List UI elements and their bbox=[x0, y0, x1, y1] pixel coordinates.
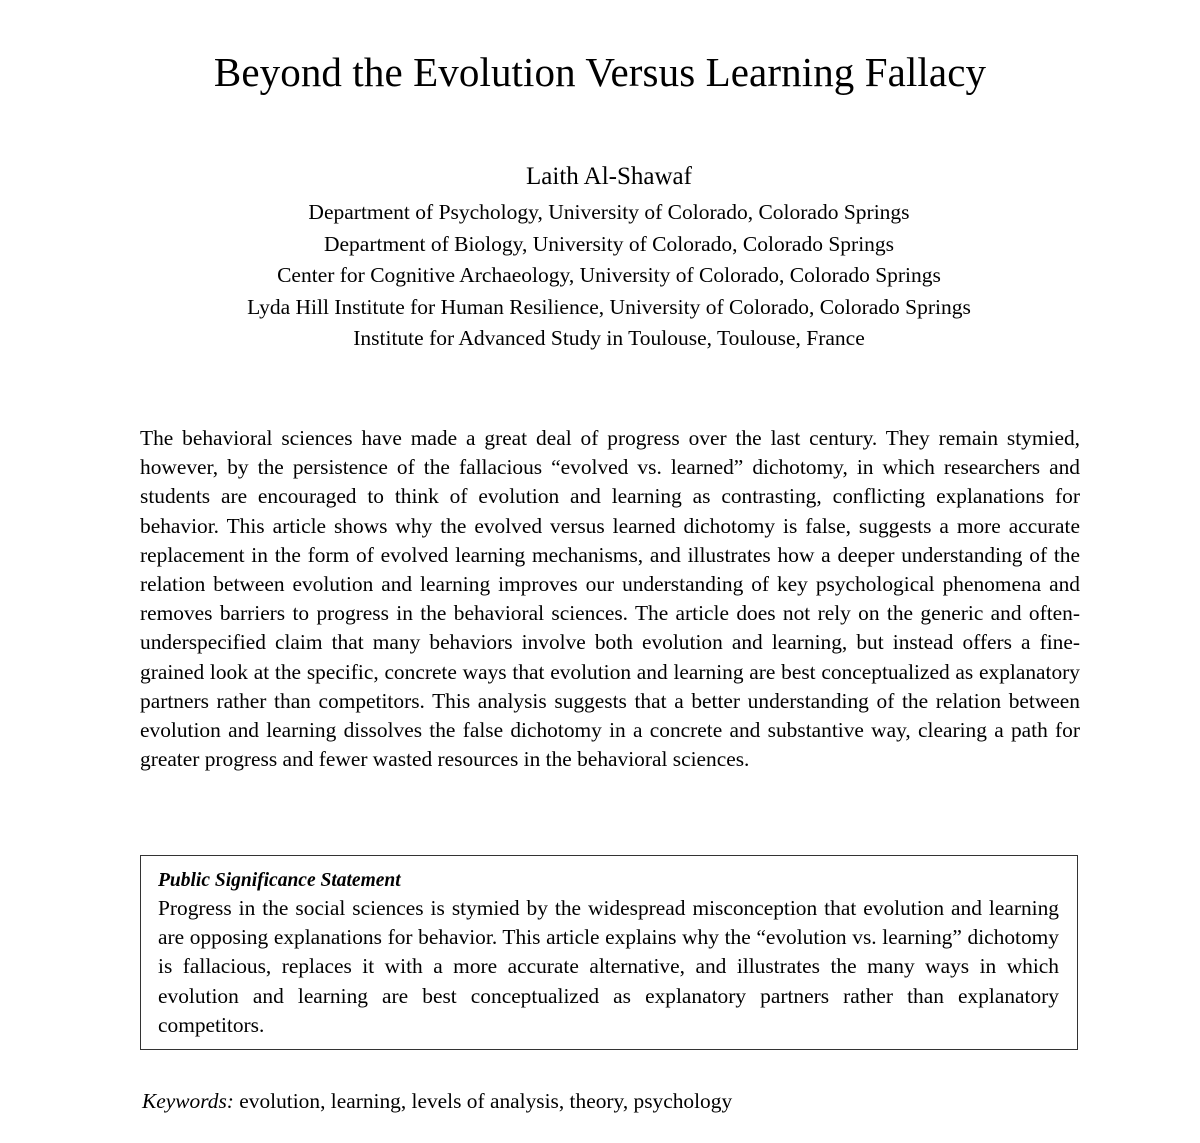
significance-heading: Public Significance Statement bbox=[158, 870, 401, 891]
keywords-label: Keywords: bbox=[142, 1089, 234, 1113]
abstract-paragraph: The behavioral sciences have made a great deal of progress over the last century. They remain stymied, however, by the persistence of the fallacious “evolved vs. learned” dichotomy, in which researchers and students are encouraged to think of evolution and learning as contrasting, conflicting explanations for behavior. This article shows why the evolved versus learned dichotomy is false, suggests a more accurate replacement in the form of evolved learning mechanisms, and illustrates how a deeper understanding of the relation between evolution and learning improves our understanding of key psychological phenomena and removes barriers to progress in the behavioral sciences. The article does not rely on the generic and often-underspecified claim that many behaviors involve both evolution and learning, but instead offers a fine-grained look at the specific, concrete ways that evolution and learning are best conceptualized as explanatory partners rather than competitors. This analysis suggests that a better understanding of the relation between evolution and learning dissolves the false dichotomy in a concrete and substantive way, clearing a path for greater progress and fewer wasted resources in the behavioral sciences. bbox=[140, 426, 1080, 772]
public-significance-box bbox=[140, 855, 1078, 1050]
affiliation-line: Department of Psychology, University of Colorado, Colorado Springs bbox=[308, 200, 910, 224]
keywords-line bbox=[142, 1086, 1082, 1116]
keywords-list: evolution, learning, levels of analysis, theory, psychology bbox=[239, 1089, 733, 1113]
significance-text: Progress in the social sciences is stymied by the widespread misconception that evolution and learning are opposing explanations for behavior. This article explains why the “evolution vs. learning” dichotomy is fallacious, replaces it with a more accurate alternative, and illustrates the many ways in which evolution and learning are best conceptualized as explanatory partners rather than explanatory competitors. bbox=[158, 896, 1059, 1037]
affiliation-line: Department of Biology, University of Colorado, Colorado Springs bbox=[323, 231, 895, 256]
affiliation-line: Lyda Hill Institute for Human Resilience, University of Colorado, Colorado Springs bbox=[247, 294, 971, 319]
affiliation-line: Institute for Advanced Study in Toulouse, Toulouse, France bbox=[353, 326, 865, 351]
author-name: Laith Al-Shawaf bbox=[526, 163, 692, 190]
paper-title: Beyond the Evolution Versus Learning Fallacy bbox=[213, 49, 987, 95]
affiliation-list bbox=[0, 197, 1200, 355]
affiliation-line: Center for Cognitive Archaeology, University of Colorado, Colorado Springs bbox=[277, 263, 941, 288]
